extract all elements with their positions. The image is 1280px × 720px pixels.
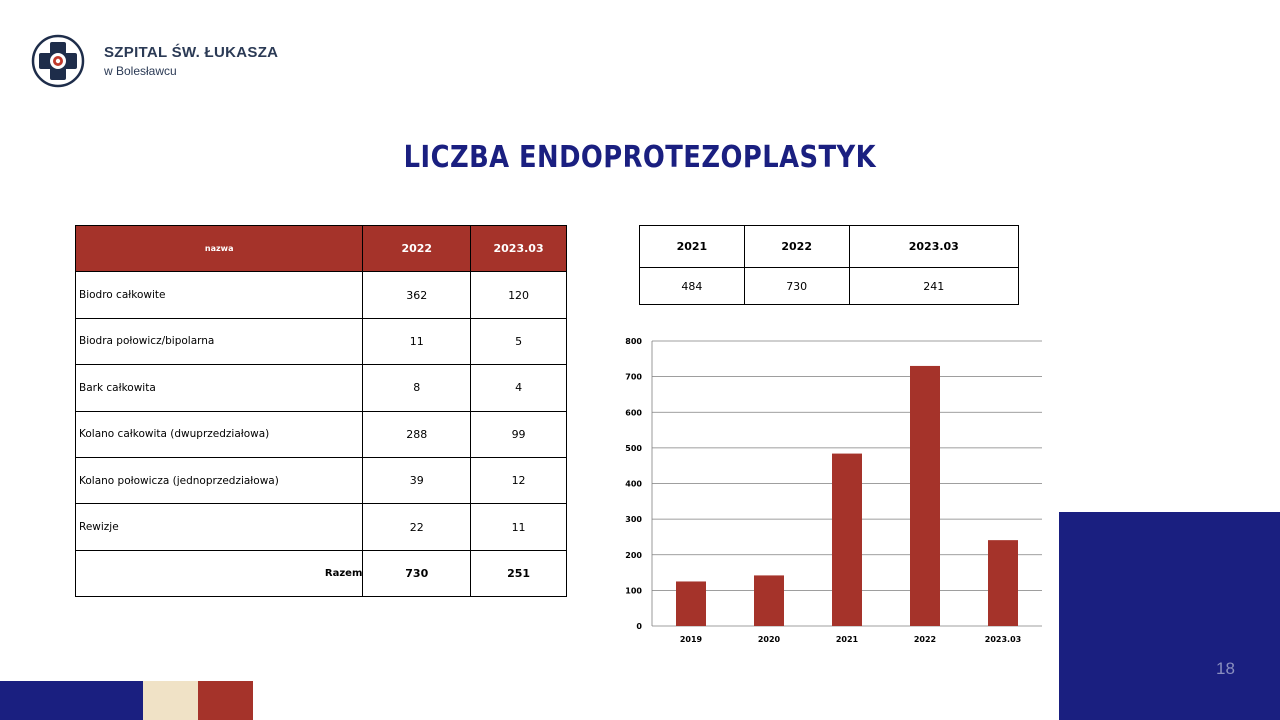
summary-header-2021: 2021 (640, 226, 745, 268)
y-tick-label: 800 (625, 337, 642, 346)
total-value-2022: 730 (363, 550, 471, 596)
col-header-name: nazwa (76, 226, 363, 272)
row-value-2023-03: 120 (471, 272, 567, 318)
decor-navy-block (1059, 512, 1280, 720)
y-tick-label: 0 (636, 622, 642, 631)
row-label: Kolano połowicza (jednoprzedziałowa) (76, 457, 363, 503)
summary-value-2021: 484 (640, 268, 745, 305)
y-tick-label: 700 (625, 372, 642, 382)
row-value-2022: 39 (363, 457, 471, 503)
page-number: 18 (1216, 659, 1235, 678)
row-value-2022: 8 (363, 365, 471, 411)
row-label: Biodra połowicz/bipolarna (76, 318, 363, 364)
col-header-2023-03: 2023.03 (471, 226, 567, 272)
hospital-location: w Bolesławcu (104, 64, 177, 78)
row-value-2022: 11 (363, 318, 471, 364)
row-label: Rewizje (76, 504, 363, 550)
decor-red-strip (198, 681, 253, 720)
total-label: Razem (76, 550, 363, 596)
row-value-2022: 22 (363, 504, 471, 550)
row-value-2023-03: 11 (471, 504, 567, 550)
y-tick-label: 600 (625, 408, 642, 418)
y-tick-label: 300 (625, 515, 642, 525)
decor-cream-strip (143, 681, 198, 720)
page-title: LICZBA ENDOPROTEZOPLASTYK (403, 140, 877, 175)
table-row (76, 504, 567, 550)
x-tick-label: 2023.03 (984, 635, 1022, 644)
summary-value-2022: 730 (744, 268, 849, 305)
y-tick-label: 500 (625, 443, 642, 453)
table-header-row (76, 226, 567, 272)
y-tick-label: 200 (625, 550, 642, 560)
row-label: Biodro całkowite (76, 272, 363, 318)
table-row (76, 411, 567, 457)
hospital-logo-icon (31, 34, 85, 88)
summary-value-2023-03: 241 (849, 268, 1018, 305)
row-value-2023-03: 5 (471, 318, 567, 364)
procedures-table (75, 225, 567, 597)
procedures-bar-chart (610, 330, 1050, 650)
table-row (76, 318, 567, 364)
col-header-2022: 2022 (363, 226, 471, 272)
row-value-2023-03: 99 (471, 411, 567, 457)
x-tick-label: 2020 (757, 635, 781, 644)
bar (988, 540, 1018, 626)
table-row (76, 272, 567, 318)
table-row (76, 365, 567, 411)
row-value-2023-03: 4 (471, 365, 567, 411)
total-value-2023-03: 251 (471, 550, 567, 596)
summary-header-2022: 2022 (744, 226, 849, 268)
bar (676, 581, 706, 626)
bar (910, 366, 940, 626)
bar (754, 575, 784, 626)
y-tick-label: 100 (625, 586, 642, 596)
y-tick-label: 400 (625, 479, 642, 489)
summary-value-row (640, 268, 1019, 305)
summary-header-row (640, 226, 1019, 268)
table-row (76, 457, 567, 503)
row-label: Bark całkowita (76, 365, 363, 411)
x-tick-label: 2022 (913, 635, 937, 644)
row-value-2022: 288 (363, 411, 471, 457)
yearly-summary-table (639, 225, 1019, 305)
x-tick-label: 2019 (679, 635, 703, 644)
x-tick-label: 2021 (835, 635, 859, 644)
table-total-row (76, 550, 567, 596)
row-value-2023-03: 12 (471, 457, 567, 503)
hospital-name: SZPITAL ŚW. ŁUKASZA (104, 44, 279, 61)
summary-header-2023-03: 2023.03 (849, 226, 1018, 268)
bar (832, 454, 862, 626)
row-label: Kolano całkowita (dwuprzedziałowa) (76, 411, 363, 457)
row-value-2022: 362 (363, 272, 471, 318)
decor-navy-strip (0, 681, 143, 720)
